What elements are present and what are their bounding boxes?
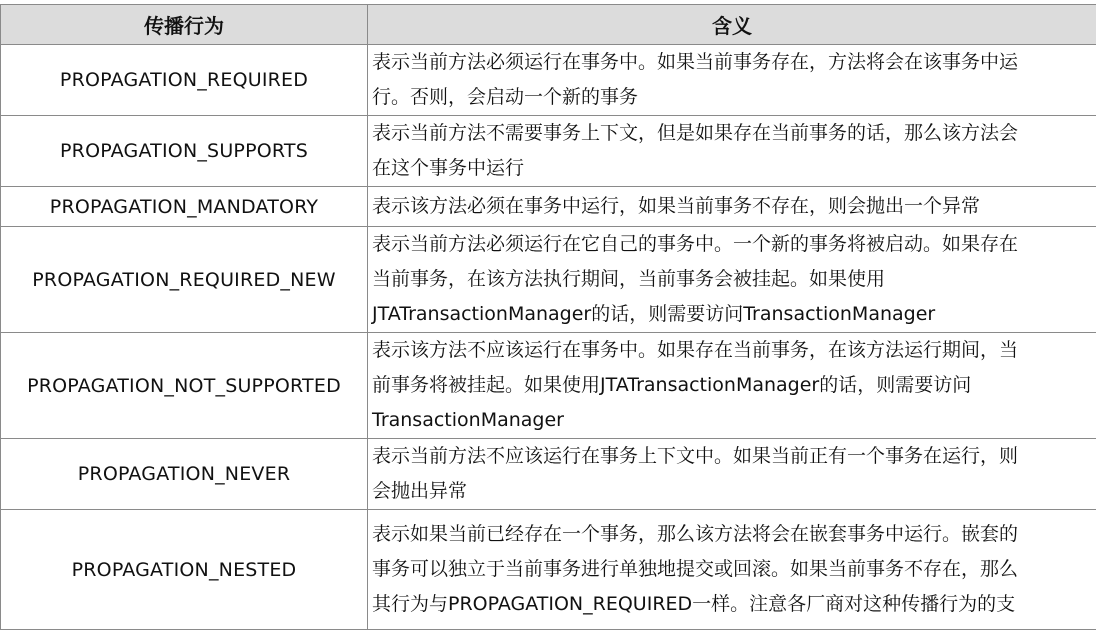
meaning-line: 行。否则，会启动一个新的事务 bbox=[372, 80, 1090, 115]
table-body bbox=[1, 45, 1096, 630]
meaning-line: 表示当前方法不应该运行在事务上下文中。如果当前正有一个事务在运行，则 bbox=[372, 439, 1090, 474]
propagation-name-cell: PROPAGATION_NESTED bbox=[1, 510, 368, 630]
propagation-name-cell: PROPAGATION_NEVER bbox=[1, 439, 368, 510]
meaning-cell bbox=[368, 45, 1096, 116]
propagation-name-cell: PROPAGATION_SUPPORTS bbox=[1, 116, 368, 187]
table-header bbox=[1, 5, 1096, 45]
header-meaning: 含义 bbox=[368, 5, 1096, 45]
meaning-line: 表示该方法必须在事务中运行，如果当前事务不存在，则会抛出一个异常 bbox=[372, 189, 1090, 224]
table-row bbox=[1, 439, 1096, 510]
table-row bbox=[1, 333, 1096, 439]
propagation-name-cell: PROPAGATION_REQUIRED bbox=[1, 45, 368, 116]
table-row bbox=[1, 116, 1096, 187]
meaning-line: 在这个事务中运行 bbox=[372, 151, 1090, 186]
table-row bbox=[1, 187, 1096, 227]
propagation-name-cell: PROPAGATION_REQUIRED_NEW bbox=[1, 227, 368, 333]
propagation-behavior-table bbox=[0, 4, 1096, 630]
meaning-line: JTATransactionManager的话，则需要访问TransactionManager bbox=[372, 297, 1090, 332]
table-row bbox=[1, 510, 1096, 630]
header-behavior: 传播行为 bbox=[1, 5, 368, 45]
meaning-line: 当前事务，在该方法执行期间，当前事务会被挂起。如果使用 bbox=[372, 262, 1090, 297]
meaning-line: 事务可以独立于当前事务进行单独地提交或回滚。如果当前事务不存在，那么 bbox=[372, 552, 1090, 587]
meaning-line: 其行为与PROPAGATION_REQUIRED一样。注意各厂商对这种传播行为的支 bbox=[372, 587, 1090, 622]
table-row bbox=[1, 227, 1096, 333]
propagation-name-cell: PROPAGATION_MANDATORY bbox=[1, 187, 368, 227]
meaning-cell bbox=[368, 510, 1096, 630]
propagation-name-cell: PROPAGATION_NOT_SUPPORTED bbox=[1, 333, 368, 439]
meaning-cell bbox=[368, 187, 1096, 227]
meaning-line: 表示当前方法必须运行在它自己的事务中。一个新的事务将被启动。如果存在 bbox=[372, 227, 1090, 262]
meaning-cell bbox=[368, 116, 1096, 187]
meaning-line: 会抛出异常 bbox=[372, 474, 1090, 509]
meaning-line: 表示当前方法不需要事务上下文，但是如果存在当前事务的话，那么该方法会 bbox=[372, 116, 1090, 151]
meaning-line: 表示当前方法必须运行在事务中。如果当前事务存在，方法将会在该事务中运 bbox=[372, 45, 1090, 80]
header-row bbox=[1, 5, 1096, 45]
meaning-line: 前事务将被挂起。如果使用JTATransactionManager的话，则需要访问 bbox=[372, 368, 1090, 403]
meaning-line: TransactionManager bbox=[372, 403, 1090, 438]
meaning-line: 表示该方法不应该运行在事务中。如果存在当前事务，在该方法运行期间，当 bbox=[372, 333, 1090, 368]
table-row bbox=[1, 45, 1096, 116]
meaning-line: 表示如果当前已经存在一个事务，那么该方法将会在嵌套事务中运行。嵌套的 bbox=[372, 517, 1090, 552]
meaning-cell bbox=[368, 227, 1096, 333]
meaning-cell bbox=[368, 333, 1096, 439]
meaning-cell bbox=[368, 439, 1096, 510]
